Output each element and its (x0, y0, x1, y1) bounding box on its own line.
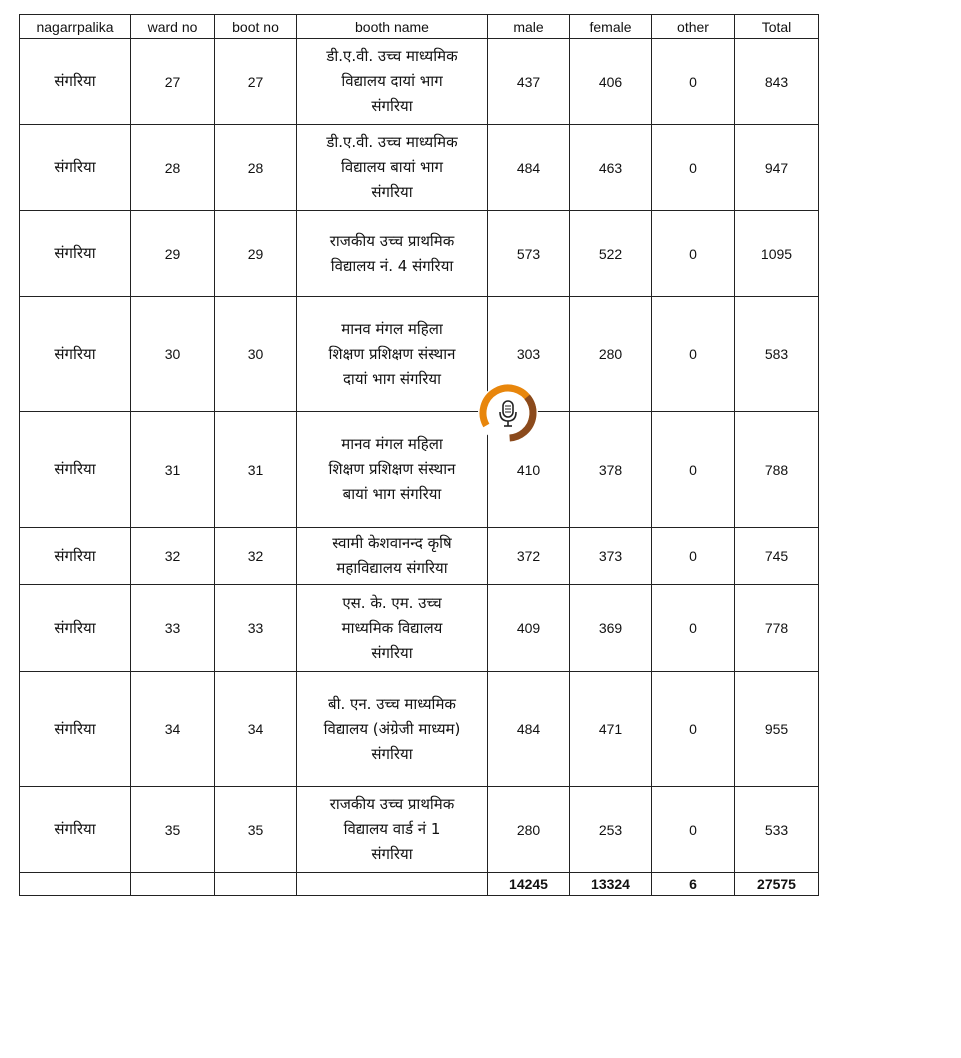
other-cell: 0 (652, 585, 735, 672)
booth-name-line: मानव मंगल महिला (341, 435, 443, 453)
nagarpalika-cell: संगरिया (20, 39, 131, 125)
female-cell: 253 (570, 787, 652, 873)
totals-empty-cell (20, 873, 131, 896)
other-cell: 0 (652, 787, 735, 873)
table-row (20, 585, 819, 672)
totals-row (20, 873, 819, 896)
booth-name-line: स्वामी केशवानन्द कृषि (332, 534, 452, 552)
booth-name-line: शिक्षण प्रशिक्षण संस्थान (328, 460, 456, 478)
female-cell: 373 (570, 528, 652, 585)
header-boot-no: boot no (215, 15, 297, 39)
female-cell: 378 (570, 412, 652, 528)
total-other: 6 (652, 873, 735, 896)
nagarpalika-cell: संगरिया (20, 211, 131, 297)
other-cell: 0 (652, 39, 735, 125)
booth-name-line: दायां भाग संगरिया (342, 369, 442, 388)
booth-name-cell (297, 528, 488, 585)
ward-no-cell: 31 (131, 412, 215, 528)
male-cell: 410 (488, 412, 570, 528)
booth-name-cell (297, 211, 488, 297)
boot-no-cell: 30 (215, 297, 297, 412)
total-cell: 955 (735, 672, 819, 787)
ward-no-cell: 28 (131, 125, 215, 211)
nagarpalika-cell: संगरिया (20, 585, 131, 672)
booth-table (19, 14, 819, 896)
nagarpalika-cell: संगरिया (20, 297, 131, 412)
female-cell: 280 (570, 297, 652, 412)
booth-name-line: विद्यालय वार्ड नं 1 (343, 820, 441, 838)
other-cell: 0 (652, 412, 735, 528)
total-male: 14245 (488, 873, 570, 896)
ward-no-cell: 33 (131, 585, 215, 672)
booth-name-line: एस. के. एम. उच्च (342, 593, 442, 612)
female-cell: 369 (570, 585, 652, 672)
boot-no-cell: 27 (215, 39, 297, 125)
ward-no-cell: 34 (131, 672, 215, 787)
booth-name-line: महाविद्यालय संगरिया (336, 559, 448, 577)
booth-name-cell (297, 672, 488, 787)
booth-name-cell (297, 585, 488, 672)
totals-empty-cell (131, 873, 215, 896)
ward-no-cell: 32 (131, 528, 215, 585)
boot-no-cell: 34 (215, 672, 297, 787)
other-cell: 0 (652, 211, 735, 297)
nagarpalika-cell: संगरिया (20, 125, 131, 211)
booth-name-line: बी. एन. उच्च माध्यमिक (328, 694, 456, 713)
booth-name-line: संगरिया (371, 97, 413, 115)
ward-no-cell: 27 (131, 39, 215, 125)
nagarpalika-cell: संगरिया (20, 787, 131, 873)
nagarpalika-cell: संगरिया (20, 672, 131, 787)
female-cell: 406 (570, 39, 652, 125)
booth-name-line: शिक्षण प्रशिक्षण संस्थान (328, 344, 456, 363)
header-ward-no: ward no (131, 15, 215, 39)
booth-name-line: बायां भाग संगरिया (342, 485, 442, 503)
total-cell: 583 (735, 297, 819, 412)
boot-no-cell: 33 (215, 585, 297, 672)
boot-no-cell: 35 (215, 787, 297, 873)
booth-name-line: विद्यालय बायां भाग (341, 158, 443, 176)
ward-no-cell: 35 (131, 787, 215, 873)
booth-name-line: संगरिया (371, 183, 413, 201)
table-row (20, 672, 819, 787)
male-cell: 484 (488, 125, 570, 211)
male-cell: 409 (488, 585, 570, 672)
male-cell: 437 (488, 39, 570, 125)
female-cell: 522 (570, 211, 652, 297)
table-row (20, 787, 819, 873)
nagarpalika-cell: संगरिया (20, 528, 131, 585)
male-cell: 303 (488, 297, 570, 412)
boot-no-cell: 31 (215, 412, 297, 528)
header-total: Total (735, 15, 819, 39)
header-female: female (570, 15, 652, 39)
header-other: other (652, 15, 735, 39)
booth-name-line: विद्यालय दायां भाग (341, 72, 443, 90)
grand-total: 27575 (735, 873, 819, 896)
female-cell: 463 (570, 125, 652, 211)
other-cell: 0 (652, 528, 735, 585)
booth-name-line: विद्यालय नं. 4 संगरिया (330, 256, 454, 275)
total-female: 13324 (570, 873, 652, 896)
booth-name-cell (297, 39, 488, 125)
other-cell: 0 (652, 672, 735, 787)
totals-empty-cell (297, 873, 488, 896)
ward-no-cell: 29 (131, 211, 215, 297)
header-booth-name: booth name (297, 15, 488, 39)
boot-no-cell: 28 (215, 125, 297, 211)
booth-name-line: डी.ए.वी. उच्च माध्यमिक (326, 133, 458, 151)
nagarpalika-cell: संगरिया (20, 412, 131, 528)
booth-name-line: संगरिया (371, 845, 413, 863)
other-cell: 0 (652, 125, 735, 211)
booth-name-line: राजकीय उच्च प्राथमिक (329, 795, 455, 813)
booth-name-line: राजकीय उच्च प्राथमिक (329, 231, 455, 250)
table-row (20, 412, 819, 528)
total-cell: 778 (735, 585, 819, 672)
other-cell: 0 (652, 297, 735, 412)
table-row (20, 39, 819, 125)
total-cell: 788 (735, 412, 819, 528)
header-male: male (488, 15, 570, 39)
booth-name-line: मानव मंगल महिला (341, 319, 443, 338)
totals-empty-cell (215, 873, 297, 896)
booth-name-cell (297, 125, 488, 211)
total-cell: 1095 (735, 211, 819, 297)
male-cell: 280 (488, 787, 570, 873)
booth-name-cell (297, 297, 488, 412)
table-row (20, 125, 819, 211)
total-cell: 947 (735, 125, 819, 211)
ward-no-cell: 30 (131, 297, 215, 412)
header-nagarpalika: nagarrpalika (20, 15, 131, 39)
booth-name-cell (297, 412, 488, 528)
total-cell: 745 (735, 528, 819, 585)
microphone-icon[interactable] (477, 382, 539, 444)
male-cell: 372 (488, 528, 570, 585)
table-row (20, 211, 819, 297)
boot-no-cell: 29 (215, 211, 297, 297)
booth-name-line: विद्यालय (अंग्रेजी माध्यम) (323, 719, 461, 738)
header-row (20, 15, 819, 39)
total-cell: 533 (735, 787, 819, 873)
boot-no-cell: 32 (215, 528, 297, 585)
male-cell: 484 (488, 672, 570, 787)
booth-name-line: संगरिया (371, 643, 413, 662)
table-row (20, 528, 819, 585)
total-cell: 843 (735, 39, 819, 125)
booth-name-line: संगरिया (371, 744, 413, 763)
booth-name-line: माध्यमिक विद्यालय (341, 618, 443, 637)
booth-name-cell (297, 787, 488, 873)
male-cell: 573 (488, 211, 570, 297)
female-cell: 471 (570, 672, 652, 787)
booth-name-line: डी.ए.वी. उच्च माध्यमिक (326, 47, 458, 65)
table-row (20, 297, 819, 412)
